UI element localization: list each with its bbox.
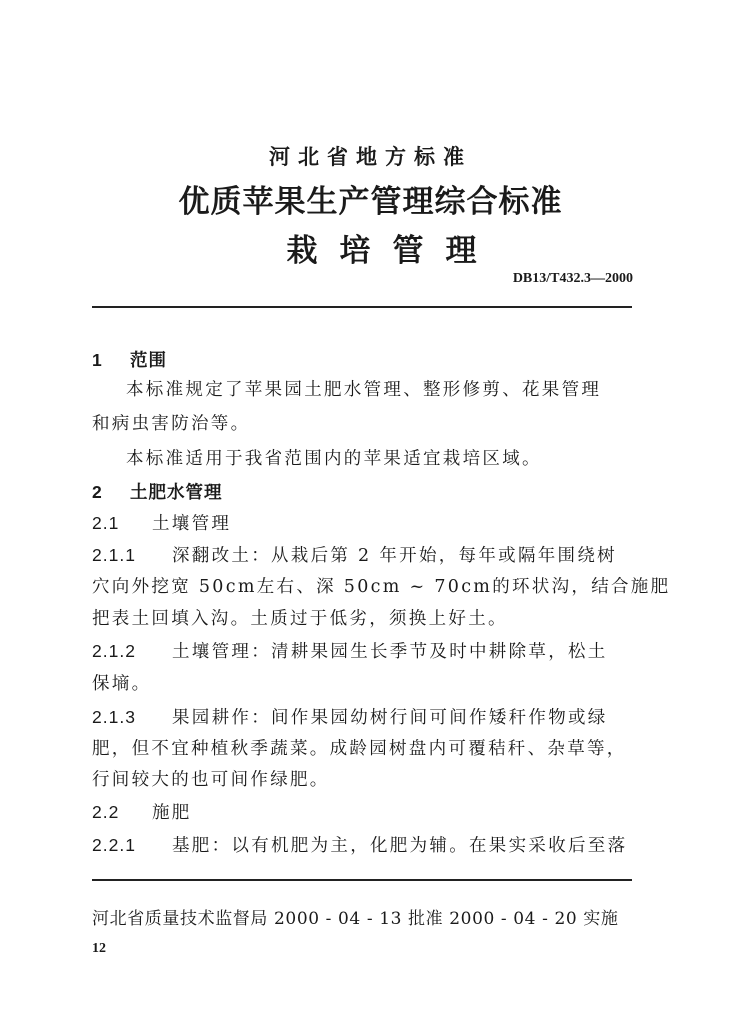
clause-number: 2.1.3 [92, 707, 136, 727]
standard-code: DB13/T432.3—2000 [512, 271, 633, 286]
section-2-heading [92, 479, 223, 504]
paragraph-line: 和病虫害防治等。 [92, 414, 251, 434]
paragraph-line: 本标准规定了苹果园土肥水管理、整形修剪、花果管理 [126, 380, 602, 400]
clause-text: 果园耕作：间作果园幼树行间可间作矮秆作物或绿 [172, 708, 608, 728]
page-number: 12 [92, 941, 106, 956]
standard-title: 优质苹果生产管理综合标准 [178, 184, 563, 220]
clause-text: 土壤管理：清耕果园生长季节及时中耕除草，松土 [172, 642, 608, 662]
subsection-2-1-heading [92, 510, 231, 535]
section-title: 范围 [130, 351, 167, 371]
approval-line: 河北省质量技术监督局 2000 - 04 - 13 批准 2000 - 04 - 20 实施 [92, 909, 619, 929]
paragraph-line: 行间较大的也可间作绿肥。 [92, 770, 330, 790]
clause-text: 深翻改土：从栽后第 2 年开始，每年或隔年围绕树 [172, 546, 617, 566]
clause-2-1-3 [92, 704, 608, 729]
paragraph-line: 本标准适用于我省范围内的苹果适宜栽培区域。 [126, 449, 542, 469]
clause-number: 2.2.1 [92, 835, 136, 855]
header-divider [92, 306, 632, 308]
section-1-heading [92, 347, 167, 372]
section-number: 2.2 [92, 802, 120, 822]
clause-2-1-1 [92, 542, 617, 567]
paragraph-line: 把表土回填入沟。土质过于低劣，须换上好土。 [92, 609, 508, 629]
section-number: 2 [92, 482, 103, 502]
paragraph-line: 肥，但不宜种植秋季蔬菜。成龄园树盘内可覆秸秆、杂草等， [92, 739, 627, 759]
subsection-2-2-heading [92, 799, 192, 824]
clause-number: 2.1.2 [92, 641, 136, 661]
clause-number: 2.1.1 [92, 545, 136, 565]
paragraph-line: 保墒。 [92, 674, 152, 694]
standard-issuer: 河北省地方标准 [269, 144, 472, 169]
clause-2-2-1 [92, 832, 627, 857]
section-title: 土壤管理 [152, 514, 232, 534]
clause-2-1-2 [92, 638, 608, 663]
section-number: 2.1 [92, 513, 120, 533]
footer-divider [92, 879, 632, 881]
standard-subtitle: 栽培管理 [286, 233, 499, 269]
section-number: 1 [92, 350, 103, 370]
clause-text: 基肥：以有机肥为主，化肥为辅。在果实采收后至落 [172, 836, 628, 856]
section-title: 土肥水管理 [130, 483, 223, 503]
paragraph-line: 穴向外挖宽 50cm左右、深 50cm ~ 70cm的环状沟，结合施肥 [92, 577, 671, 597]
section-title: 施肥 [152, 803, 192, 823]
